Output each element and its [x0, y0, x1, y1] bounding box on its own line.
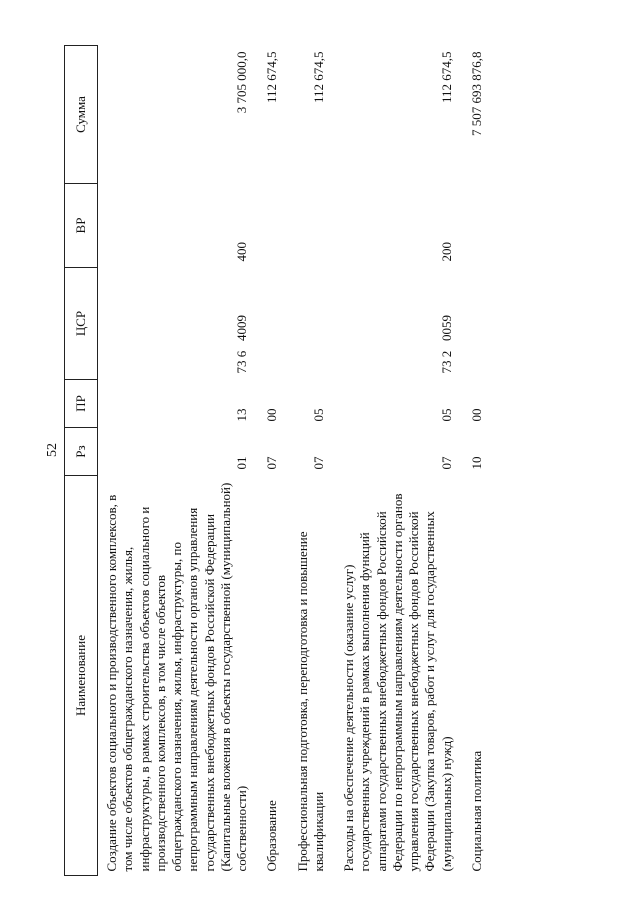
header-csr: ЦСР — [65, 268, 98, 380]
row-csr — [463, 268, 493, 380]
budget-table — [64, 45, 493, 876]
row-csr: 73 6 4009 — [234, 315, 249, 374]
header-vr: ВР — [65, 184, 98, 268]
row-csr: 73 2 0059 — [438, 315, 454, 374]
header-pr: ПР — [65, 380, 98, 428]
row-sum: 7 507 693 876,8 — [468, 51, 484, 136]
row-name: Расходы на обеспечение деятельности (оказание услуг) государственных учреждений в рамках выполнения функций аппаратами государственных внебюджетных фондов Российской Федерации по непрограммным направлениям деятельности органов управления государственных внебюджетных фондов Российской Федерации (Закупка товаров, работ и услуг для государственных (муниципальных) нужд) — [341, 493, 454, 872]
table-row — [289, 46, 336, 876]
row-pr: 05 — [438, 408, 454, 422]
table-header — [65, 46, 98, 876]
table-row — [98, 46, 259, 876]
rotated-table-container — [64, 46, 564, 876]
row-pr: 00 — [264, 408, 280, 422]
table-wrapper — [64, 46, 564, 876]
header-row — [65, 46, 98, 876]
row-sum: 3 705 000,0 — [234, 51, 249, 114]
row-sum: 112 674,5 — [438, 51, 454, 104]
row-rz: 01 — [234, 456, 249, 470]
header-rz: Рз — [65, 428, 98, 476]
row-pr: 00 — [468, 408, 484, 422]
row-vr — [258, 184, 288, 268]
row-vr: 200 — [438, 242, 454, 262]
row-pr: 13 — [234, 408, 249, 422]
row-rz: 10 — [468, 456, 484, 470]
row-name: Профессиональная подготовка, переподготовка и повышение квалификации — [294, 531, 326, 872]
row-vr: 400 — [234, 242, 249, 262]
row-rz: 07 — [310, 456, 326, 470]
table-row — [335, 46, 463, 876]
table-body — [98, 46, 494, 876]
row-rz: 07 — [264, 456, 280, 470]
table-row — [258, 46, 288, 876]
row-name: Социальная политика — [468, 750, 484, 872]
row-vr — [463, 184, 493, 268]
row-vr — [289, 184, 336, 268]
row-sum: 112 674,5 — [264, 51, 280, 104]
row-csr — [289, 268, 336, 380]
page-number: 52 — [45, 443, 60, 457]
row-csr — [258, 268, 288, 380]
row-name: Создание объектов социального и производственного комплексов, в том числе объектов общегражданского назначения, жилья, инфраструктуры, в рамках строительства объектов социального и производственного комплексов, в том числе объектов общегражданского назначения, жилья, инфраструктуры, по непрограммным направлениям деятельности органов управления государственных внебюджетных фондов Российской Федерации (Капитальные вложения в объекты государственной (муниципальной) собственности) — [104, 482, 249, 872]
row-sum: 112 674,5 — [310, 51, 326, 104]
header-name: Наименование — [65, 476, 98, 876]
row-pr: 05 — [310, 408, 326, 422]
table-row — [463, 46, 493, 876]
header-sum: Сумма — [65, 46, 98, 184]
row-name: Образование — [264, 800, 280, 872]
row-rz: 07 — [438, 456, 454, 470]
